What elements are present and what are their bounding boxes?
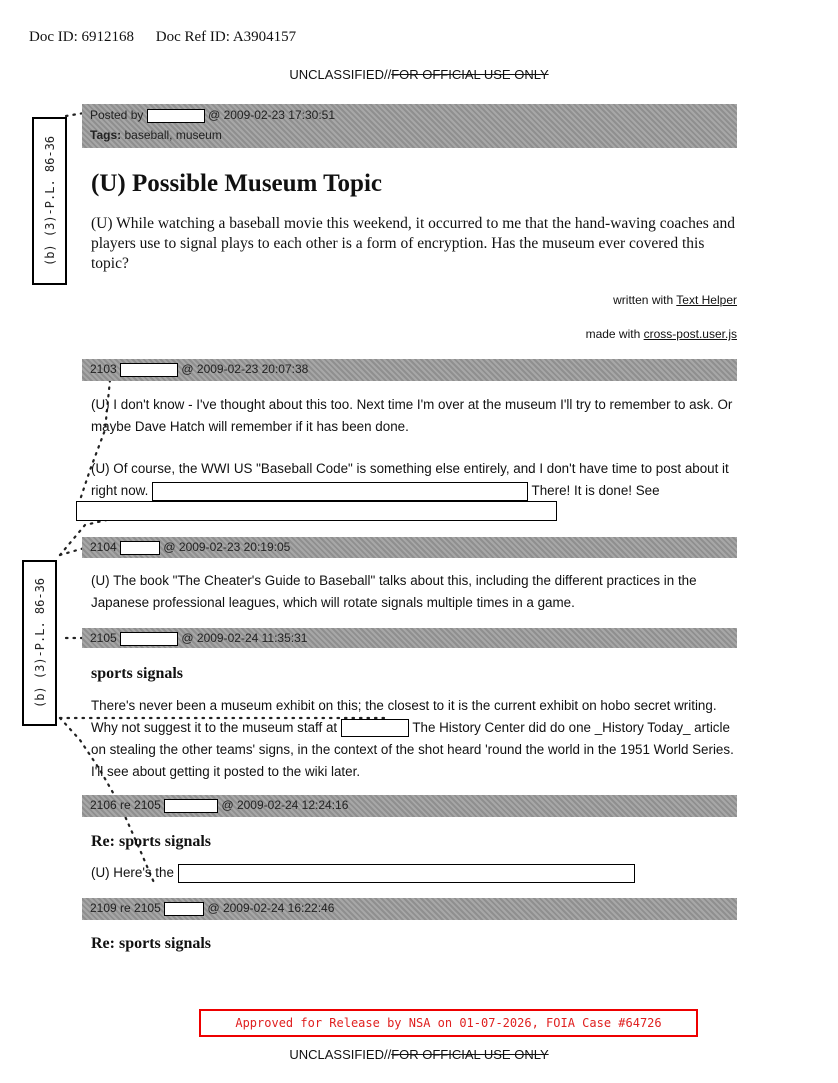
posted-by-label: Posted by (90, 108, 144, 122)
redaction-box (120, 541, 160, 555)
text-helper-link[interactable]: Text Helper (676, 293, 737, 307)
comment-header-bar (82, 628, 737, 648)
comment-title: Re: sports signals (91, 833, 212, 850)
comment-text (91, 695, 741, 783)
comment-header-bar (82, 537, 737, 558)
post-title: (U) Possible Museum Topic (91, 170, 383, 197)
exemption-label-bottom (22, 560, 57, 726)
redaction-box (120, 632, 178, 646)
exemption-label-top (32, 117, 67, 285)
doc-id: Doc ID: 6912168 (29, 29, 134, 45)
comment-id: 2105 (90, 631, 117, 645)
written-with-label: written with (613, 293, 674, 307)
redaction-box (152, 482, 528, 501)
post-tags: baseball, museum (124, 128, 222, 142)
classification-level: UNCLASSIFIED// (289, 1047, 392, 1062)
comment-text-part: There's never been a museum exhibit on this; the closest to it is the current exhibit on hobo secret writing. Why not suggest it to the museum staff at (91, 698, 717, 735)
comment-text: (U) The book "The Cheater's Guide to Baseball" talks about this, including the different practices in the Japanese professional leagues, which will rotate signals multiple times in a game. (91, 573, 697, 610)
comment-title: sports signals (91, 665, 184, 682)
redaction-box (164, 902, 204, 916)
comment-reply-to: re 2105 (120, 901, 161, 915)
comment-timestamp: @ 2009-02-24 12:24:16 (221, 798, 349, 812)
redaction-box (76, 501, 557, 521)
redaction-box (147, 109, 205, 123)
cross-post-link[interactable]: cross-post.user.js (643, 327, 737, 341)
made-with-label: made with (585, 327, 641, 341)
tags-label: Tags: (90, 128, 122, 142)
redaction-box (178, 864, 635, 883)
made-with-note (586, 327, 737, 341)
comment-text (91, 862, 741, 884)
comment-id: 2106 (90, 798, 117, 812)
comment-text: (U) I don't know - I've thought about this too. Next time I'm over at the museum I'll try to remember to ask. Or maybe Dave Hatch will remember if it has been done. (91, 397, 733, 434)
comment-text (91, 458, 741, 502)
comment-id: 2109 (90, 901, 117, 915)
classification-struck: FOR OFFICIAL USE ONLY (391, 67, 549, 82)
redaction-box (341, 719, 409, 737)
written-with-note (613, 293, 737, 307)
redaction-box (164, 799, 218, 813)
classification-struck: FOR OFFICIAL USE ONLY (391, 1047, 549, 1062)
post-timestamp: @ 2009-02-23 17:30:51 (208, 108, 336, 122)
comment-text-part: The History Center did do one _History Today_ article on stealing the other teams' signs, in the context of the shot heard 'round the world in the 1951 World Series. I'll see about getting it posted to the wiki later. (91, 720, 734, 779)
comment-text-part: (U) Here's the (91, 865, 174, 880)
comment-id: 2104 (90, 540, 117, 554)
exemption-text: (b) (3)-P.L. 86-36 (42, 135, 57, 267)
comment-text-part: (U) Of course, the WWI US "Baseball Code" is something else entirely, and I don't have time to post about it right now. (91, 461, 729, 498)
comment-header-bar (82, 795, 737, 817)
approval-stamp: Approved for Release by NSA on 01-07-2026, FOIA Case #64726 (199, 1009, 698, 1037)
exemption-text: (b) (3)-P.L. 86-36 (32, 577, 47, 709)
comment-timestamp: @ 2009-02-23 20:19:05 (163, 540, 291, 554)
comment-header-bar (82, 359, 737, 381)
classification-banner-bottom (0, 1047, 838, 1062)
doc-ref-id: Doc Ref ID: A3904157 (155, 29, 297, 45)
post-header-bar (82, 104, 737, 148)
comment-reply-to: re 2105 (120, 798, 161, 812)
comment-id: 2103 (90, 362, 117, 376)
classification-level: UNCLASSIFIED// (289, 67, 392, 82)
comment-timestamp: @ 2009-02-24 11:35:31 (181, 631, 308, 645)
redaction-box (120, 363, 178, 377)
comment-header-bar (82, 898, 737, 920)
comment-timestamp: @ 2009-02-23 20:07:38 (181, 362, 309, 376)
comment-text-part: There! It is done! See (531, 483, 660, 498)
comment-title: Re: sports signals (91, 935, 212, 952)
comment-timestamp: @ 2009-02-24 16:22:46 (207, 901, 335, 915)
post-body: (U) While watching a baseball movie this weekend, it occurred to me that the hand-waving coaches and players use to signal plays to each other is a form of encryption. Has the museum ever covered this topic? (91, 215, 736, 272)
